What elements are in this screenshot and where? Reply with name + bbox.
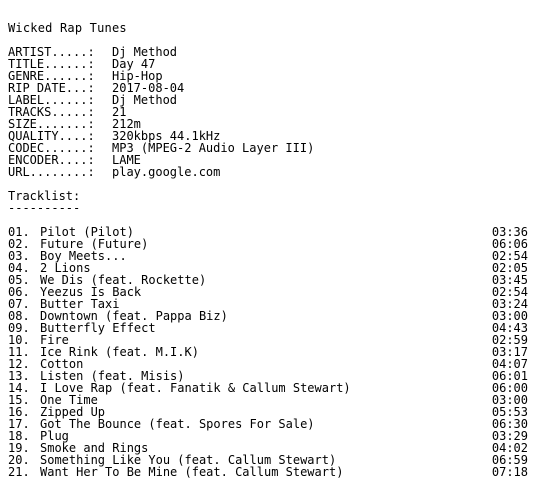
info-key: QUALITY....: [8,129,95,143]
info-key: TITLE......: [8,57,95,71]
track-main [8,322,156,334]
track-title: Something Like You (feat. Callum Stewart) [40,453,337,467]
track-number: 07. [8,297,30,311]
info-value: 21 [112,105,127,119]
track-title: Yeezus Is Back [40,285,142,299]
track-duration: 03:00 [491,309,528,323]
info-key: SIZE.......: [8,117,95,131]
track-number: 03. [8,249,30,263]
track-title: Fire [40,333,69,347]
track-duration: 06:06 [491,237,528,251]
track-title: Got The Bounce (feat. Spores For Sale) [40,417,315,431]
track-number: 10. [8,333,30,347]
track-duration: 03:17 [491,345,528,359]
track-duration: 02:54 [491,249,528,263]
track-duration: 03:36 [491,225,528,239]
track-duration: 06:01 [491,369,528,383]
track-title: Plug [40,429,69,443]
info-value: Day 47 [112,57,156,71]
track-title: Butterfly Effect [40,321,156,335]
track-duration: 03:24 [491,297,528,311]
track-number: 20. [8,453,30,467]
info-key: ARTIST.....: [8,45,95,59]
info-key: TRACKS.....: [8,105,95,119]
track-number: 15. [8,393,30,407]
track-duration: 03:00 [491,393,528,407]
track-number: 14. [8,381,30,395]
info-value: 212m [112,117,141,131]
track-number: 02. [8,237,30,251]
spacer [8,178,528,190]
info-value: Dj Method [112,93,178,107]
release-info [8,46,528,178]
track-duration: 02:54 [491,285,528,299]
track-number: 01. [8,225,30,239]
info-value: Dj Method [112,45,178,59]
track-title: Butter Taxi [40,297,120,311]
info-key: ENCODER....: [8,153,95,167]
track-duration: 06:30 [491,417,528,431]
track-number: 09. [8,321,30,335]
track-number: 18. [8,429,30,443]
track-number: 08. [8,309,30,323]
info-key: GENRE......: [8,69,95,83]
info-value: Hip-Hop [112,69,163,83]
info-value: MP3 (MPEG-2 Audio Layer III) [112,141,315,155]
track-duration: 02:59 [491,333,528,347]
track-number: 05. [8,273,30,287]
track-row [8,346,528,358]
track-duration: 04:02 [491,441,528,455]
track-main [8,466,343,478]
track-duration: 03:45 [491,273,528,287]
info-value: 2017-08-04 [112,81,185,95]
track-duration: 02:05 [491,261,528,275]
track-title: Ice Rink (feat. M.I.K) [40,345,199,359]
tracklist-heading: Tracklist: [8,189,81,203]
info-key: LABEL......: [8,93,95,107]
track-title: I Love Rap (feat. Fanatik & Callum Stewart) [40,381,351,395]
track-duration: 04:07 [491,357,528,371]
track-duration: 03:29 [491,429,528,443]
track-row [8,322,528,334]
track-number: 13. [8,369,30,383]
track-duration: 04:43 [491,321,528,335]
info-value: LAME [112,153,141,167]
info-row [8,166,528,178]
track-number: 19. [8,441,30,455]
track-duration: 06:00 [491,381,528,395]
track-title: Zipped Up [40,405,106,419]
track-title: We Dis (feat. Rockette) [40,273,207,287]
track-title: Future (Future) [40,237,149,251]
track-duration: 05:53 [491,405,528,419]
track-title: Smoke and Rings [40,441,149,455]
track-number: 21. [8,465,30,479]
info-value: play.google.com [112,165,221,179]
track-number: 16. [8,405,30,419]
track-title: Cotton [40,357,84,371]
info-key: CODEC......: [8,141,95,155]
release-heading: Wicked Rap Tunes [8,21,127,35]
track-title: One Time [40,393,98,407]
info-value: 320kbps 44.1kHz [112,129,221,143]
info-key: RIP DATE...: [8,81,95,95]
track-title: Pilot (Pilot) [40,225,134,239]
track-number: 11. [8,345,30,359]
track-number: 04. [8,261,30,275]
track-title: Listen (feat. Misis) [40,369,185,383]
track-number: 17. [8,417,30,431]
track-number: 12. [8,357,30,371]
track-title: Downtown (feat. Pappa Biz) [40,309,228,323]
track-title: 2 Lions [40,261,91,275]
info-key: URL........: [8,165,95,179]
track-duration: 07:18 [491,465,528,479]
track-row [8,418,528,430]
track-duration: 06:59 [491,453,528,467]
track-title: Want Her To Be Mine (feat. Callum Stewart) [40,465,344,479]
tracklist [8,226,528,478]
track-title: Boy Meets... [40,249,127,263]
track-main [8,346,199,358]
track-row [8,466,528,478]
tracklist-rule: ---------- [8,201,81,215]
track-number: 06. [8,285,30,299]
nfo-document [8,22,528,478]
